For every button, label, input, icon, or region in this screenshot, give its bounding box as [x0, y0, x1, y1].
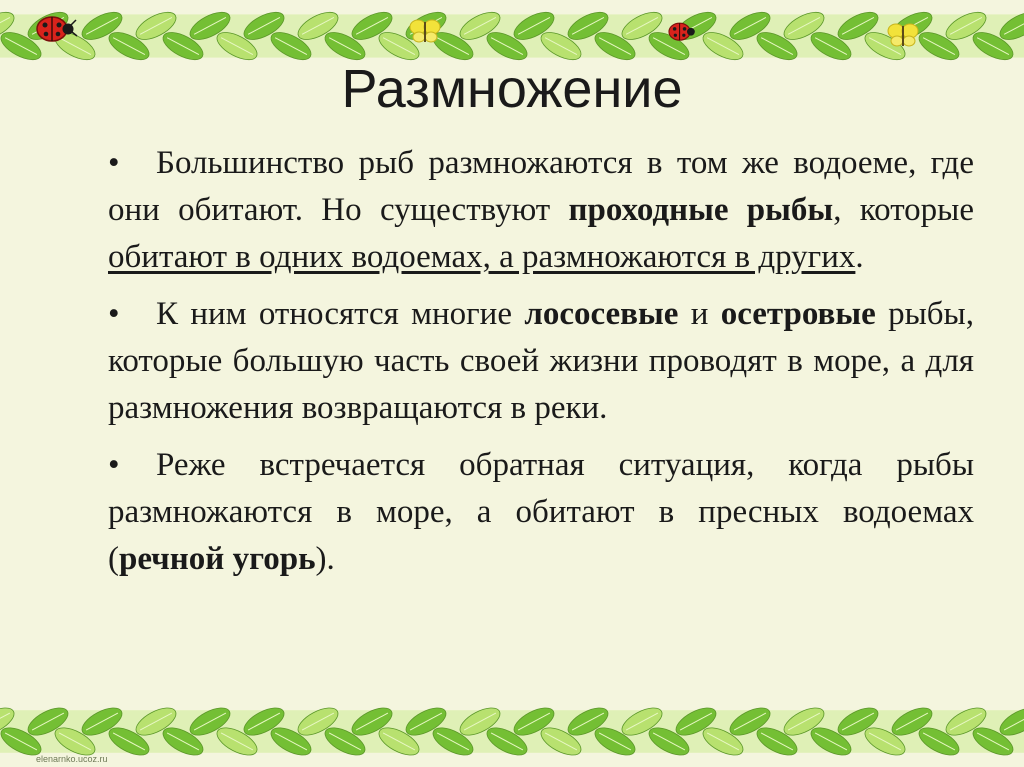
bullet-text-part: и	[678, 296, 721, 332]
bullet-mark: •	[108, 145, 120, 181]
bullet-text-part: рыбы, которые большую часть своей жизни проводят в море, а для размножения возвращаются в реки.	[108, 296, 974, 426]
bullet-item	[108, 291, 974, 432]
bullet-text-part: , которые	[833, 192, 975, 228]
bullet-item	[108, 140, 974, 281]
ladybug-icon	[30, 10, 78, 46]
bullet-text-part: Реже встречается обратная ситуация, когда рыбы размножаются в море, а обитают в пресных водоемах (	[108, 447, 974, 577]
bold-term: речной угорь	[119, 541, 316, 577]
bold-term: лососевые	[524, 296, 679, 332]
bullet-mark: •	[108, 447, 120, 483]
bullet-text-part: К ним относятся многие	[156, 296, 525, 332]
source-credit: elenarnko.ucoz.ru	[36, 754, 108, 764]
bullet-text	[108, 140, 974, 281]
bullet-text	[108, 442, 974, 583]
butterfly-icon	[886, 20, 920, 50]
bullet-item	[108, 442, 974, 583]
bullet-text-part: ).	[315, 541, 335, 577]
underlined-phrase: обитают в одних водоемах, а размножаются в других	[108, 239, 856, 275]
bold-term: проходные рыбы	[568, 192, 834, 228]
slide-title: Размножение	[341, 59, 683, 119]
bullet-text-part: .	[855, 239, 864, 275]
bold-term: осетровые	[720, 296, 876, 332]
bullet-text-part: Большинство рыб размножаются в том же водоеме, где они обитают. Но существуют	[108, 145, 974, 228]
ladybug-icon	[664, 18, 698, 44]
bullet-mark: •	[108, 296, 120, 332]
bullet-text	[108, 291, 974, 432]
slide-body	[108, 140, 974, 593]
butterfly-icon	[408, 16, 442, 46]
bottom-leaf-border	[0, 696, 1024, 767]
